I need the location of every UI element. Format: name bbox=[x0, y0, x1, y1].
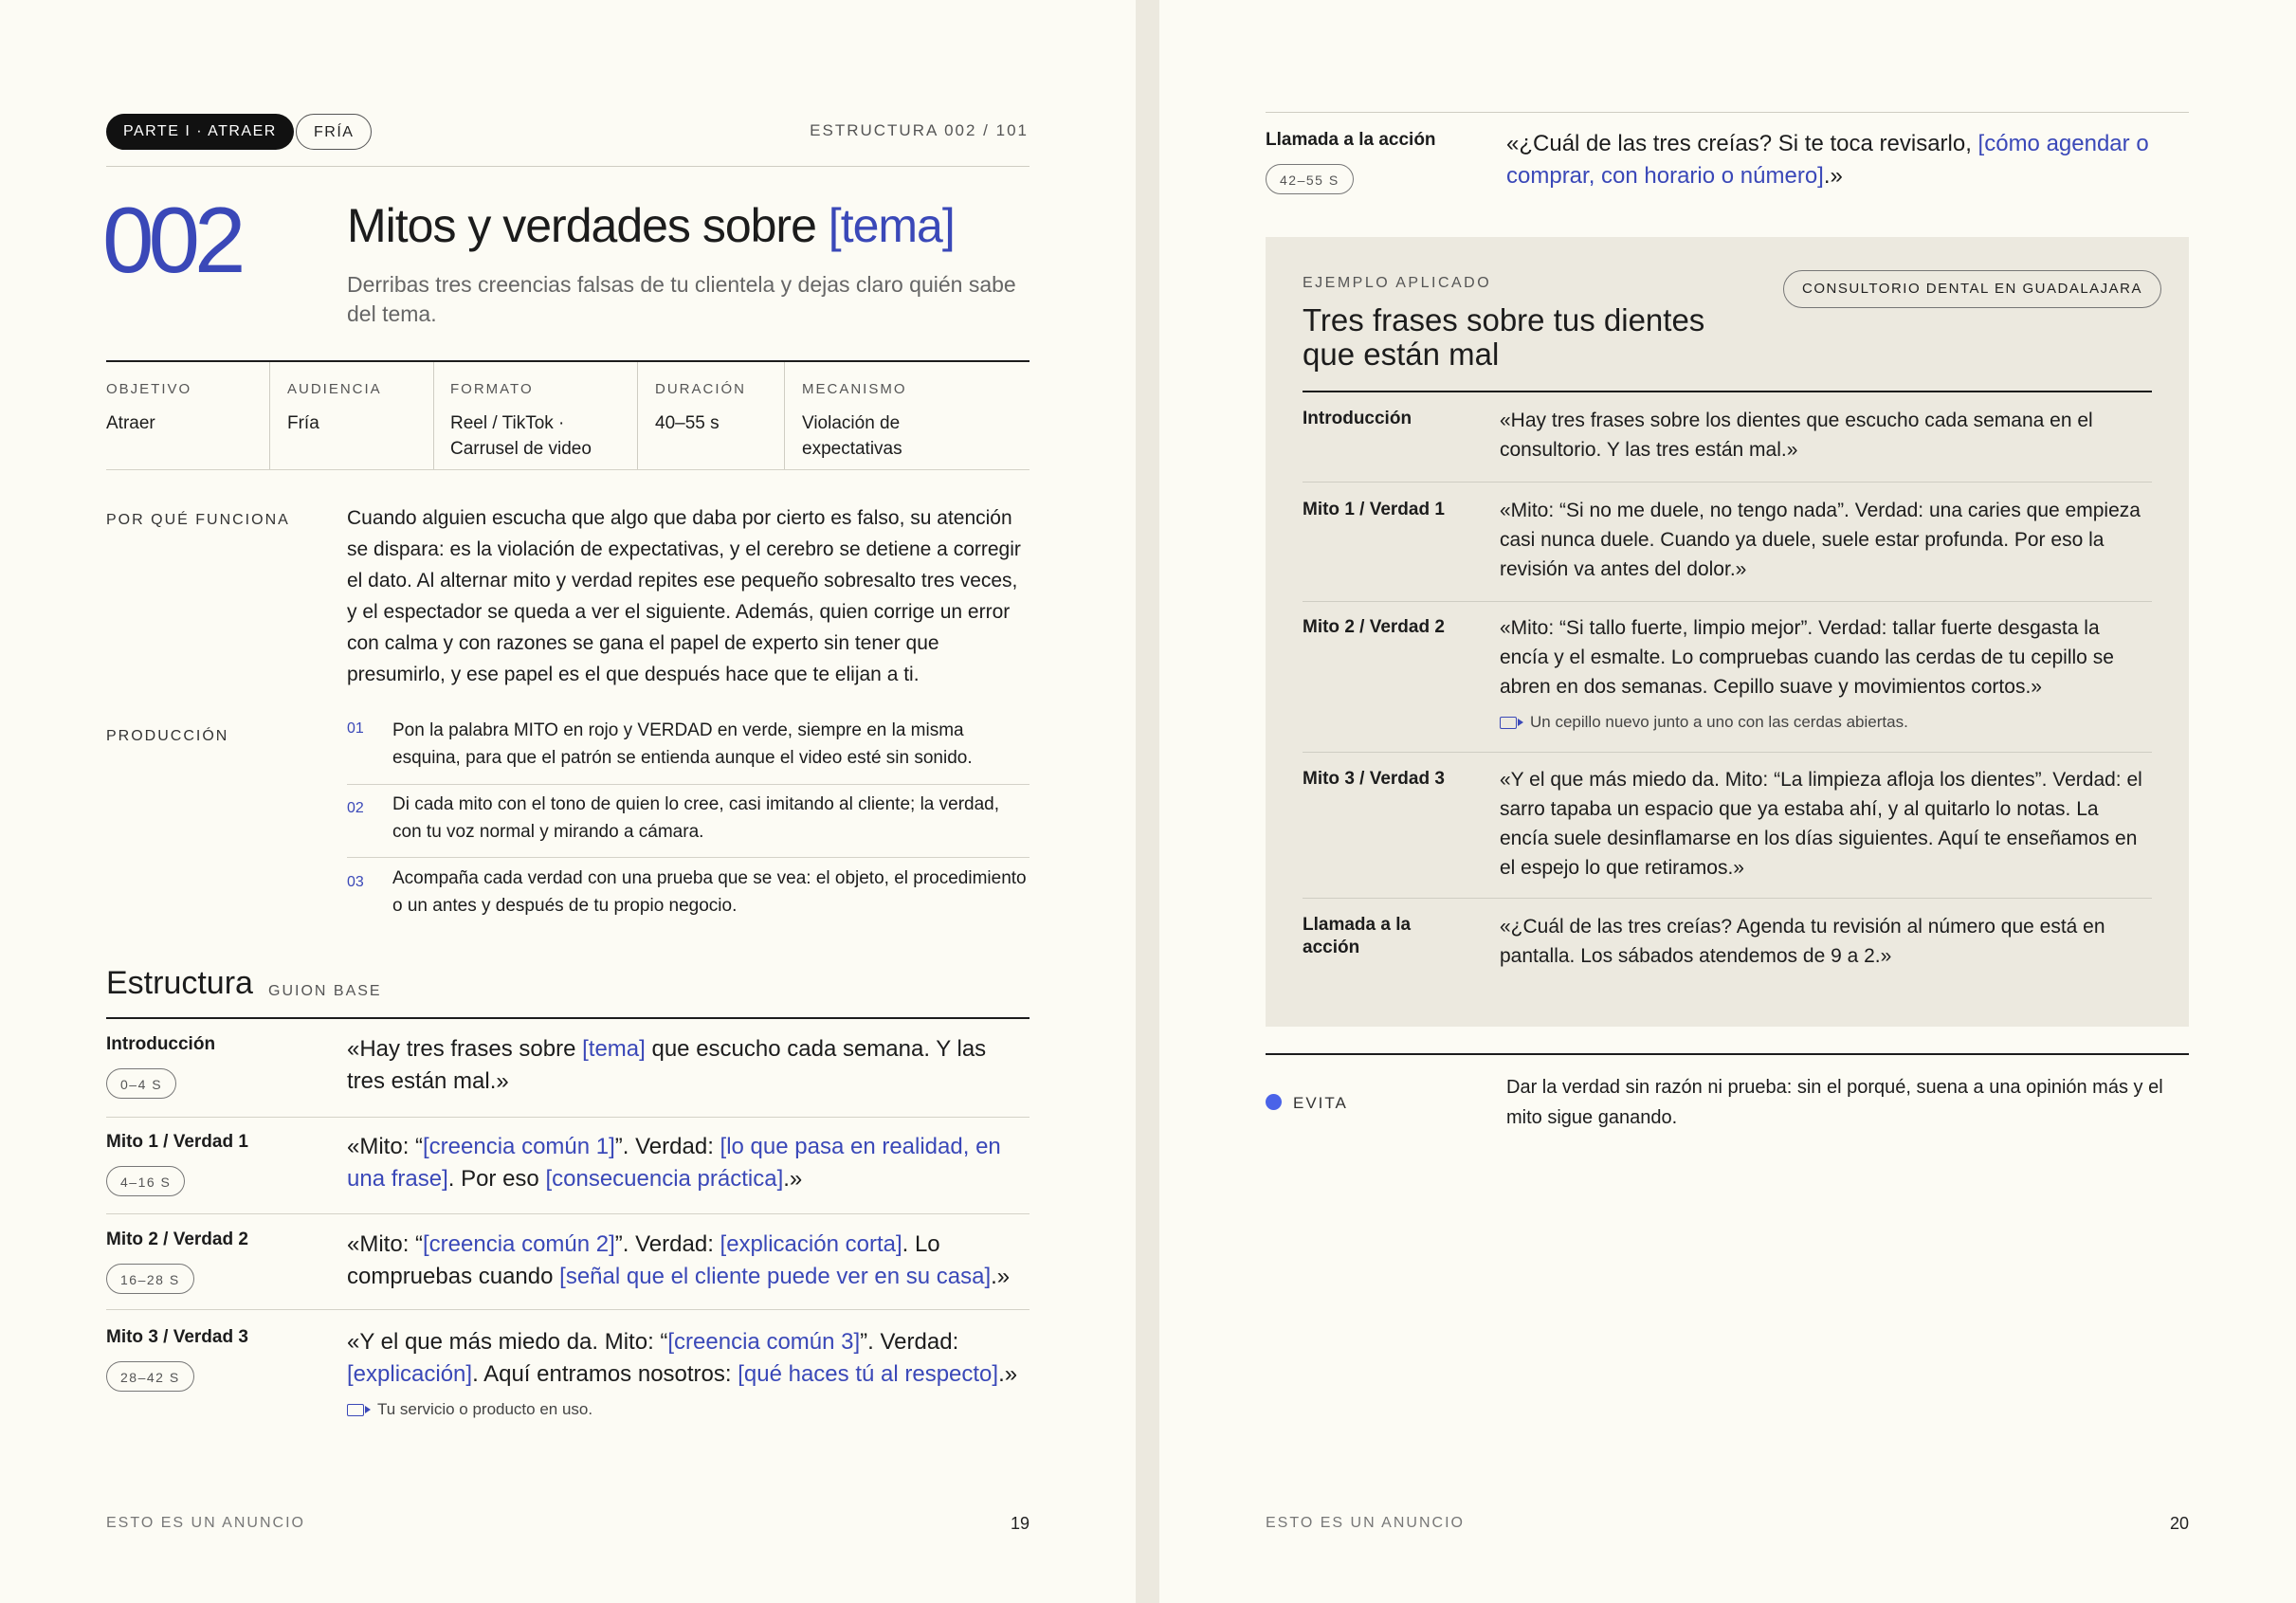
visual-note bbox=[347, 1400, 592, 1419]
script-text: «Y el que más miedo da. Mito: “ bbox=[347, 1329, 668, 1355]
meta-separator bbox=[433, 362, 434, 469]
example-row-text: «Mito: “Si tallo fuerte, limpio mejor”. Verdad: tallar fuerte desgasta la encía y el esmalte. Lo compruebas cuando las cerdas de tu cepillo se abren en dos semanas. Cepillo suave y movimientos cortos.» bbox=[1500, 617, 2114, 698]
divider bbox=[347, 857, 1030, 858]
meta-separator bbox=[637, 362, 638, 469]
divider bbox=[106, 1117, 1030, 1118]
script-text: ”. Verdad: bbox=[614, 1134, 720, 1159]
footer-label: ESTO ES UN ANUNCIO bbox=[1266, 1515, 1465, 1531]
row-label: Mito 2 / Verdad 2 bbox=[106, 1230, 248, 1249]
step-number: 02 bbox=[347, 800, 364, 816]
script-text: .» bbox=[783, 1166, 803, 1192]
page-number: 20 bbox=[2169, 1514, 2189, 1533]
divider bbox=[106, 1213, 1030, 1214]
example-row-label: Mito 1 / Verdad 1 bbox=[1303, 500, 1445, 519]
meta-key: AUDIENCIA bbox=[287, 381, 382, 397]
divider bbox=[1303, 482, 2152, 483]
meta-value: Atraer bbox=[106, 413, 155, 433]
avoid-label: EVITA bbox=[1293, 1094, 1348, 1112]
visual-note bbox=[1500, 713, 1908, 732]
meta-audience bbox=[287, 360, 429, 469]
meta-duration bbox=[655, 360, 778, 469]
placeholder-variable: [explicación corta] bbox=[720, 1231, 902, 1257]
meta-key: MECANISMO bbox=[802, 381, 907, 397]
script-text: «Hay tres frases sobre bbox=[347, 1036, 583, 1062]
row-label: Llamada a la acción bbox=[1266, 130, 1436, 150]
row-label: Introducción bbox=[106, 1034, 216, 1054]
time-chip: 16–28 S bbox=[106, 1264, 194, 1294]
divider bbox=[1303, 898, 2152, 899]
time-chip: 4–16 S bbox=[106, 1166, 185, 1196]
divider bbox=[1303, 601, 2152, 602]
avoid-rule bbox=[1266, 1053, 2189, 1055]
script-text: ”. Verdad: bbox=[860, 1329, 959, 1355]
structure-number: 002 bbox=[102, 188, 241, 292]
example-tag: CONSULTORIO DENTAL EN GUADALAJARA bbox=[1783, 270, 2161, 308]
part-badge: PARTE I · ATRAER bbox=[106, 114, 294, 150]
script-line bbox=[347, 1033, 1030, 1098]
example-row-label: Introducción bbox=[1303, 409, 1412, 428]
example-row-text: «Y el que más miedo da. Mito: “La limpieza afloja los dientes”. Verdad: el sarro tapaba un espacio que ya estaba ahí, y al quitarlo lo notas. La encía suele desinflamarse en los días siguientes. Aquí te enseñamos en el espejo lo que retiramos.» bbox=[1500, 769, 2142, 879]
step-text: Di cada mito con el tono de quien lo cree, casi imitando al cliente; la verdad, con tu voz normal y mirando a cámara. bbox=[392, 794, 1000, 842]
meta-key: FORMATO bbox=[450, 381, 534, 397]
avoid-text: Dar la verdad sin razón ni prueba: sin el porqué, suena a una opinión más y el mito sigue ganando. bbox=[1506, 1077, 2163, 1128]
divider bbox=[1303, 752, 2152, 753]
meta-value: Fría bbox=[287, 413, 319, 433]
meta-objective bbox=[106, 360, 267, 469]
meta-value: 40–55 s bbox=[655, 413, 720, 433]
time-chip: 28–42 S bbox=[106, 1361, 194, 1392]
page-subtitle: Derribas tres creencias falsas de tu clientela y dejas claro quién sabe del tema. bbox=[347, 272, 1016, 326]
row-label: Mito 1 / Verdad 1 bbox=[106, 1132, 248, 1152]
example-rule bbox=[1303, 391, 2152, 392]
example-title: Tres frases sobre tus dientes que están mal bbox=[1303, 302, 1705, 372]
meta-separator bbox=[784, 362, 785, 469]
note-text: Tu servicio o producto en uso. bbox=[377, 1400, 593, 1418]
divider bbox=[347, 784, 1030, 785]
script-text: .» bbox=[998, 1361, 1018, 1387]
script-text: . Por eso bbox=[447, 1166, 546, 1192]
camera-icon bbox=[347, 1404, 364, 1416]
script-text: . Lo compruebas cuando bbox=[347, 1231, 940, 1289]
script-line bbox=[347, 1229, 1030, 1293]
production-label: PRODUCCIÓN bbox=[106, 728, 229, 744]
camera-icon bbox=[1500, 717, 1517, 729]
placeholder-variable: [cómo agendar o comprar, con horario o número] bbox=[1506, 131, 2149, 189]
step-text: Acompaña cada verdad con una prueba que se vea: el objeto, el procedimiento o un antes y después de tu propio negocio. bbox=[392, 868, 1027, 916]
placeholder-variable: [creencia común 1] bbox=[423, 1134, 615, 1159]
page-title bbox=[347, 195, 955, 256]
meta-bottom-rule bbox=[106, 469, 1030, 470]
row-label: Mito 3 / Verdad 3 bbox=[106, 1327, 248, 1347]
placeholder-variable: [lo que pasa en realidad, en una frase] bbox=[347, 1134, 1001, 1192]
example-row-label: Mito 2 / Verdad 2 bbox=[1303, 617, 1445, 637]
placeholder-variable: [señal que el cliente puede ver en su casa] bbox=[559, 1264, 992, 1289]
step-text: Pon la palabra MITO en rojo y VERDAD en verde, siempre en la misma esquina, para que el patrón se entienda aunque el video esté sin sonido. bbox=[392, 720, 973, 768]
script-text: .» bbox=[991, 1264, 1011, 1289]
time-chip: 0–4 S bbox=[106, 1068, 176, 1099]
example-row-label: Mito 3 / Verdad 3 bbox=[1303, 769, 1445, 789]
step-number: 03 bbox=[347, 874, 364, 890]
placeholder-variable: [explicación] bbox=[347, 1361, 473, 1387]
script-line bbox=[347, 1131, 1030, 1195]
example-panel bbox=[1266, 237, 2189, 1027]
structure-heading: Estructura bbox=[106, 965, 253, 1001]
note-text: Un cepillo nuevo junto a uno con las cerdas abiertas. bbox=[1530, 713, 1908, 731]
meta-value: Reel / TikTok · Carrusel de video bbox=[450, 413, 592, 459]
page-number: 19 bbox=[1010, 1514, 1030, 1533]
meta-key: DURACIÓN bbox=[655, 381, 747, 397]
divider bbox=[106, 1309, 1030, 1310]
step-number: 01 bbox=[347, 720, 364, 737]
placeholder-variable: [consecuencia práctica] bbox=[545, 1166, 784, 1192]
script-text: que escucho cada semana. Y las tres están mal.» bbox=[347, 1036, 987, 1094]
structure-top-rule bbox=[106, 1017, 1030, 1019]
script-text: «¿Cuál de las tres creías? Si te toca revisarlo, bbox=[1506, 131, 1978, 156]
time-chip: 42–55 S bbox=[1266, 164, 1354, 194]
meta-separator bbox=[269, 362, 270, 469]
why-label: POR QUÉ FUNCIONA bbox=[106, 512, 290, 528]
meta-value: Violación de expectativas bbox=[802, 413, 902, 459]
example-row-text: «Hay tres frases sobre los dientes que escucho cada semana en el consultorio. Y las tres están mal.» bbox=[1500, 410, 2093, 461]
script-text: ”. Verdad: bbox=[614, 1231, 720, 1257]
example-row-text: «¿Cuál de las tres creías? Agenda tu revisión al número que está en pantalla. Los sábados atendemos de 9 a 2.» bbox=[1500, 916, 2105, 967]
script-text: .» bbox=[1823, 163, 1843, 189]
placeholder-variable: [qué haces tú al respecto] bbox=[738, 1361, 999, 1387]
placeholder-variable: [tema] bbox=[582, 1036, 646, 1062]
left-page bbox=[0, 0, 1136, 1603]
script-text: . Aquí entramos nosotros: bbox=[472, 1361, 738, 1387]
title-variable: [tema] bbox=[828, 199, 955, 252]
meta-mechanism bbox=[802, 360, 992, 469]
why-text: Cuando alguien escucha que algo que daba por cierto es falso, su atención se dispara: es la violación de expectativas, y el cerebro se detiene a corregir el dato. Al alternar mito y verdad repites ese pequeño sobresalto tres veces, y el espectador se queda a ver el siguiente. Además, quien corrige un error con calma y con razones se gana el papel de experto sin tener que presumirlo, y ese papel es el que después hace que te elijan a ti. bbox=[347, 507, 1021, 685]
title-text: Mitos y verdades sobre bbox=[347, 199, 829, 252]
divider bbox=[1266, 112, 2189, 113]
meta-key: OBJETIVO bbox=[106, 381, 192, 397]
example-label: EJEMPLO APLICADO bbox=[1303, 275, 1492, 291]
footer-label: ESTO ES UN ANUNCIO bbox=[106, 1515, 305, 1531]
example-row-text: «Mito: “Si no me duele, no tengo nada”. Verdad: una caries que empieza casi nunca duele. Cuando ya duele, suele estar profunda. Por eso la revisión va antes del dolor.» bbox=[1500, 500, 2141, 580]
structure-id: ESTRUCTURA 002 / 101 bbox=[810, 121, 1029, 139]
script-text: «Mito: “ bbox=[347, 1134, 424, 1159]
script-line bbox=[1506, 128, 2189, 192]
script-text: «Mito: “ bbox=[347, 1231, 424, 1257]
meta-format bbox=[450, 360, 611, 469]
structure-subheading: GUION BASE bbox=[268, 983, 382, 999]
example-row-label: Llamada a la acción bbox=[1303, 915, 1412, 957]
temperature-badge: FRÍA bbox=[296, 114, 372, 150]
dot-icon bbox=[1266, 1094, 1282, 1110]
script-line bbox=[347, 1326, 1030, 1391]
placeholder-variable: [creencia común 2] bbox=[423, 1231, 615, 1257]
right-page bbox=[1159, 0, 2296, 1603]
divider bbox=[106, 166, 1030, 167]
placeholder-variable: [creencia común 3] bbox=[667, 1329, 861, 1355]
